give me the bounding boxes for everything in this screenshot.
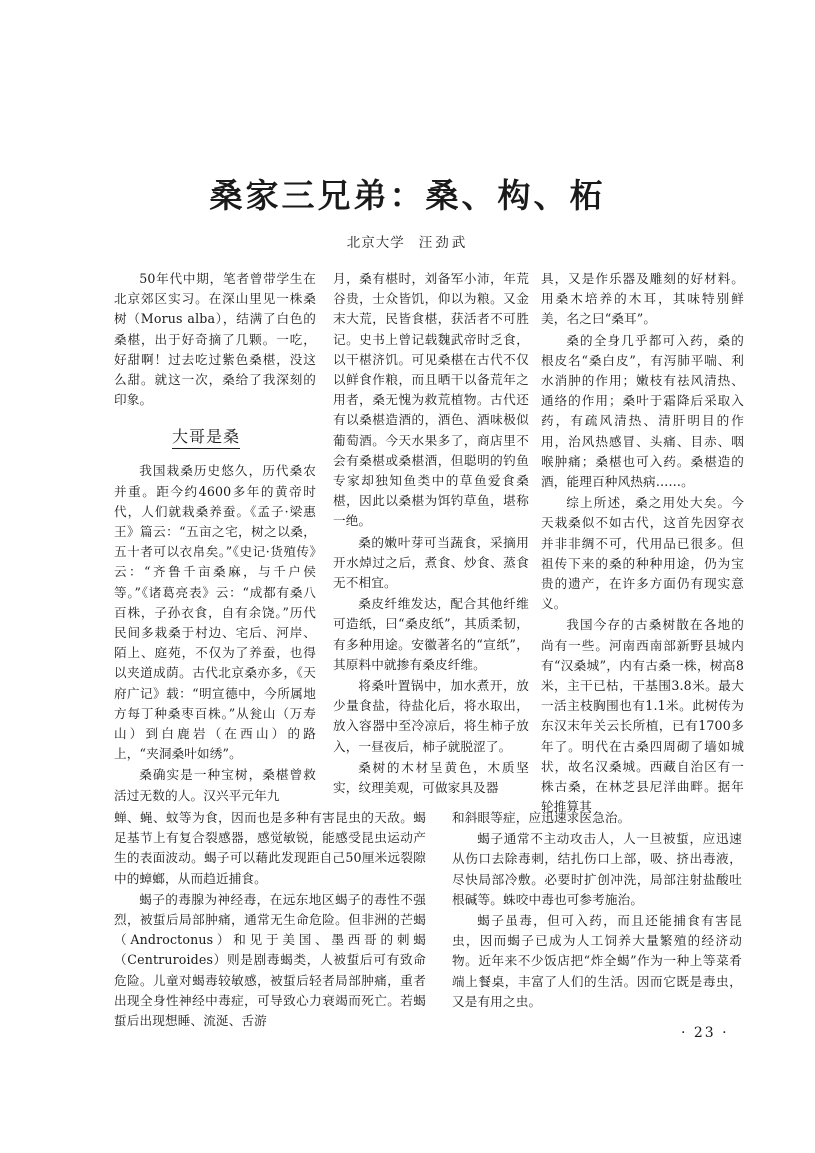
paragraph: 桑的全身几乎都可入药，桑的根皮名“桑白皮”，有泻肺平喘、利水消肿的作用；嫩枝有祛风清热、通络的作用；桑叶于霜降后采取入药，有疏风清热、清肝明目的作用，治风热感冒、头痛、目赤、咽喉肿痛；桑椹也可入药。桑椹造的酒，能理百种风热病……。	[541, 332, 744, 490]
paragraph: 蝎子虽毒，但可入药，而且还能捕食有害昆虫，因而蝎子已成为人工饲养大量繁殖的经济动物。近年来不少饭店把“炸全蝎”作为一种上等菜肴端上餐桌，丰富了人们的生活。因而它既是毒虫，又是有用之虫。	[452, 913, 742, 1009]
paragraph: 综上所述，桑之用处大矣。今天栽桑似不如古代，这首先因穿衣并非非绸不可，代用品已很多。但祖传下来的桑的种种用途，仍为宝贵的遗产，在许多方面仍有现实意义。	[541, 495, 744, 612]
paragraph: 桑皮纤维发达，配合其他纤维可造纸，曰“桑皮纸”，其质柔韧，有多种用途。安徽著名的“宣纸”，其原料中就掺有桑皮纤维。	[333, 596, 529, 672]
column-2	[333, 269, 529, 798]
author-affiliation: 北京大学	[346, 235, 405, 251]
paragraph: 桑的嫩叶芽可当蔬食，采摘用开水焯过之后，煮食、炒食、蒸食无不相宜。	[333, 534, 529, 591]
section-heading	[114, 424, 316, 450]
paragraph: 月，桑有椹时，刘备军小沛，年荒谷贵，士众皆饥，仰以为粮。又金末大荒，民皆食椹，获活者不可胜记。史书上曾记载魏武帝时乏食，以干椹济饥。可见桑椹在古代不仅以鲜食作粮，而且晒干以备荒年之用者，桑无愧为救荒植物。古代还有以桑椹造酒的，酒色、酒味极似葡萄酒。今天水果多了，商店里不会有桑椹或桑椹酒，但聪明的钓鱼专家却独知鱼类中的草鱼爱食桑椹，因此以桑椹为饵钓草鱼，堪称一绝。	[333, 271, 529, 529]
paragraph: 蝉、蝇、蚊等为食，因而也是多种有害昆虫的天敌。蝎足基节上有复合裂感器，感觉敏锐，能感受昆虫运动产生的表面波动。蝎子可以藉此发现距自己50厘米远裂隙中的蟑螂，从而趋近捕食。	[114, 810, 426, 886]
bottom-column-right	[452, 808, 742, 1012]
column-3	[541, 269, 744, 817]
paragraph: 和斜眼等症，应迅速求医急治。	[452, 810, 631, 825]
paragraph: 50年代中期，笔者曾带学生在北京郊区实习。在深山里见一株桑树（Morus alba），结满了白色的桑椹，出于好奇摘了几颗。一吃，好甜啊！过去吃过紫色桑椹，没这么甜。就这一次，桑给了我深刻的印象。	[114, 271, 316, 408]
paragraph: 蝎子的毒腺为神经毒，在远东地区蝎子的毒性不强烈，被蜇后局部肿痛，通常无生命危险。但非洲的芒蝎（Androctonus）和见于美国、墨西哥的刺蝎（Centruroides）则是剧毒蝎类，人被蜇后可有致命危险。儿童对蝎毒较敏感，被蜇后轻者局部肿痛，重者出现全身性神经中毒症，可导致心力衰竭而死亡。若蝎蜇后出现想睡、流涎、舌游	[114, 891, 426, 1029]
section-heading-text: 大哥是桑	[172, 427, 240, 449]
paragraph: 我国栽桑历史悠久，历代桑农并重。距今约4600多年的黄帝时代，人们就栽桑养蚕。《孟子·梁惠王》篇云：“五亩之宅，树之以桑，五十者可以衣帛矣。”《史记·货殖传》云：“齐鲁千亩桑麻，与千户侯等。”《诸葛亮表》云：“成都有桑八百株，子孙衣食，自有余饶。”历代民间多栽桑于村边、宅后、河岸、陌上、庭苑，不仅为了养蚕，也得以夹道成荫。古代北京桑亦多，《天府广记》载：“明宣德中，今所属地方每丁种桑枣百株。”从瓮山（万寿山）到白鹿岩（在西山）的路上，“夹洞桑叶如绣”。	[114, 463, 316, 762]
paragraph: 桑确实是一种宝树，桑椹曾救活过无数的人。汉兴平元年九	[114, 767, 316, 803]
article-title: 桑家三兄弟：桑、构、柘	[209, 176, 606, 215]
byline	[0, 231, 815, 251]
paragraph: 蝎子通常不主动攻击人，人一旦被蜇，应迅速从伤口去除毒刺，结扎伤口上部，吸、挤出毒液，尽快局部冷敷。必要时扩创冲洗，局部注射盐酸吐根碱等。蛛咬中毒也可参考施治。	[452, 831, 742, 907]
author-name: 汪劲武	[418, 235, 469, 251]
paragraph: 我国今存的古桑树散在各地的尚有一些。河南西南部新野县城内有“汉桑城”，内有古桑一株，树高8米，主干已枯，干基围3.8米。最大一活主枝胸围也有1.1米。此树传为东汉末年关云长所植，已有1700多年了。明代在古桑四周砌了墙如城状，故名汉桑城。西藏自治区有一株古桑，在林芝县尼洋曲畔。据年轮推算其	[541, 617, 744, 815]
paragraph: 具，又是作乐器及雕刻的好材料。用桑木培养的木耳，其味特别鲜美，名之曰“桑耳”。	[541, 271, 744, 327]
bottom-column-left	[114, 808, 426, 1031]
column-1	[114, 269, 316, 806]
paragraph: 将桑叶置锅中，加水煮开，放少量食盐，待盐化后，将水取出，放入容器中至冷凉后，将生柿子放入，一昼夜后，柿子就脱涩了。	[333, 678, 529, 754]
paragraph: 桑树的木材呈黄色，木质坚实，纹理美观，可做家具及器	[333, 759, 529, 796]
page-number: · 23 ·	[681, 1025, 729, 1041]
